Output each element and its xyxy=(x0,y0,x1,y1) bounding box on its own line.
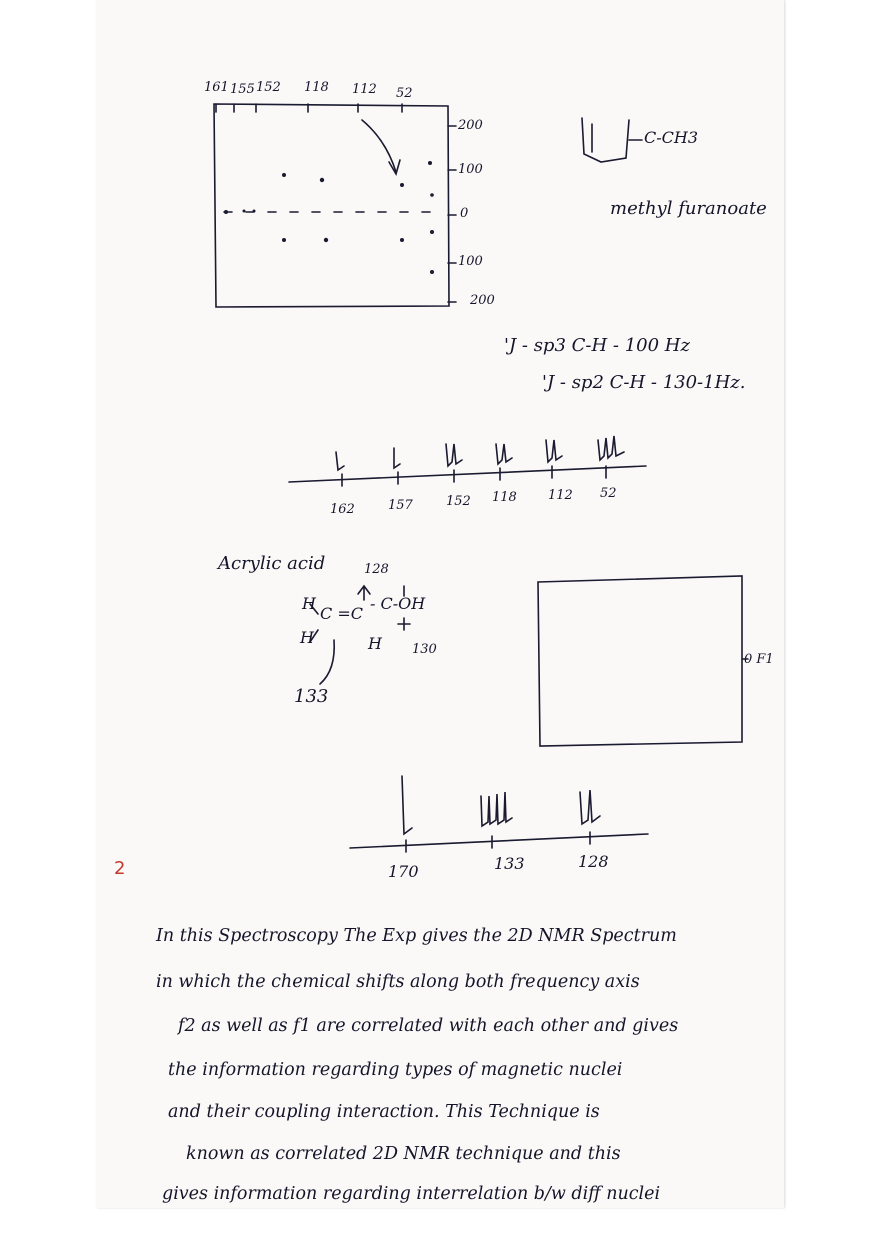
paragraph-line: In this Spectroscopy The Exp gives the 2D NMR Spectrum xyxy=(156,926,677,946)
acrylic-formula-left: C =C xyxy=(320,604,363,623)
spectrum1-peak-162 xyxy=(336,452,344,470)
spectrum1-tick-152: 152 xyxy=(446,494,471,509)
spectrum1-tick-112: 112 xyxy=(548,488,573,503)
spectrum1-tick-118: 118 xyxy=(492,490,517,505)
spectrum1-peak-152 xyxy=(446,444,462,466)
notebook-page xyxy=(96,0,784,1208)
spectrum1-tick-157: 157 xyxy=(388,498,413,513)
plot1-rtick-minus100: 100 xyxy=(458,254,483,269)
plot1-rtick-100: 100 xyxy=(458,162,483,177)
spectrum2-tick-133: 133 xyxy=(494,854,525,873)
spectrum1-peak-52 xyxy=(598,436,624,460)
plot2-frame xyxy=(538,576,742,746)
plot1-rtick-200: 200 xyxy=(458,118,483,133)
acrylic-h-bottom: H xyxy=(300,628,314,647)
plot2-axis-label: 0 F1 xyxy=(744,652,774,667)
acrylic-shift-130: 130 xyxy=(412,642,437,657)
acrylic-title: Acrylic acid xyxy=(218,553,326,574)
plot1-rtick-0: 0 xyxy=(460,206,469,221)
acrylic-h-top: H xyxy=(302,594,316,613)
paragraph-line: known as correlated 2D NMR technique and this xyxy=(186,1144,621,1164)
plot1-tick-161: 161 xyxy=(204,80,229,95)
paragraph-line: and their coupling interaction. This Technique is xyxy=(168,1102,600,1122)
plot1-tick-152: 152 xyxy=(256,80,281,95)
compound-name: methyl furanoate xyxy=(610,198,767,219)
acrylic-shift-133: 133 xyxy=(294,686,329,707)
acrylic-formula-right: - C-OH xyxy=(370,594,426,613)
plot1-tick-52: 52 xyxy=(396,86,413,101)
furanoate-substituent: C-CH3 xyxy=(644,128,699,147)
spectrum2-peak-128 xyxy=(580,790,600,824)
plot1-frame xyxy=(214,104,449,307)
paragraph-line: in which the chemical shifts along both frequency axis xyxy=(156,972,640,992)
coupling-sp2: 'J - sp2 C-H - 130-1Hz. xyxy=(542,372,746,393)
spectrum1-tick-52: 52 xyxy=(600,486,617,501)
spectrum1-peak-157 xyxy=(394,448,400,468)
spectrum1-peak-118 xyxy=(496,444,512,464)
spectrum1-tick-162: 162 xyxy=(330,502,355,517)
plot1-tick-118: 118 xyxy=(304,80,329,95)
paragraph-line: the information regarding types of magnetic nuclei xyxy=(168,1060,623,1080)
paragraph-line: f2 as well as f1 are correlated with each other and gives xyxy=(178,1016,679,1036)
spectrum2-peak-170 xyxy=(402,776,412,834)
plot1-rtick-minus200: 200 xyxy=(470,293,495,308)
plot1-tick-155: 155 xyxy=(230,82,255,97)
spectrum2-tick-170: 170 xyxy=(388,862,419,881)
plot1-tick-112: 112 xyxy=(352,82,377,97)
paragraph-line: gives information regarding interrelation b/w diff nuclei xyxy=(162,1184,661,1204)
spectrum2-peak-133 xyxy=(481,792,512,826)
acrylic-h-alpha: H xyxy=(368,634,382,653)
coupling-sp3: 'J - sp3 C-H - 100 Hz xyxy=(504,335,690,356)
margin-page-number: 2 xyxy=(114,858,126,879)
spectrum2-tick-128: 128 xyxy=(578,852,609,871)
spectrum1-peak-112 xyxy=(546,440,562,462)
acrylic-shift-128: 128 xyxy=(364,562,389,577)
